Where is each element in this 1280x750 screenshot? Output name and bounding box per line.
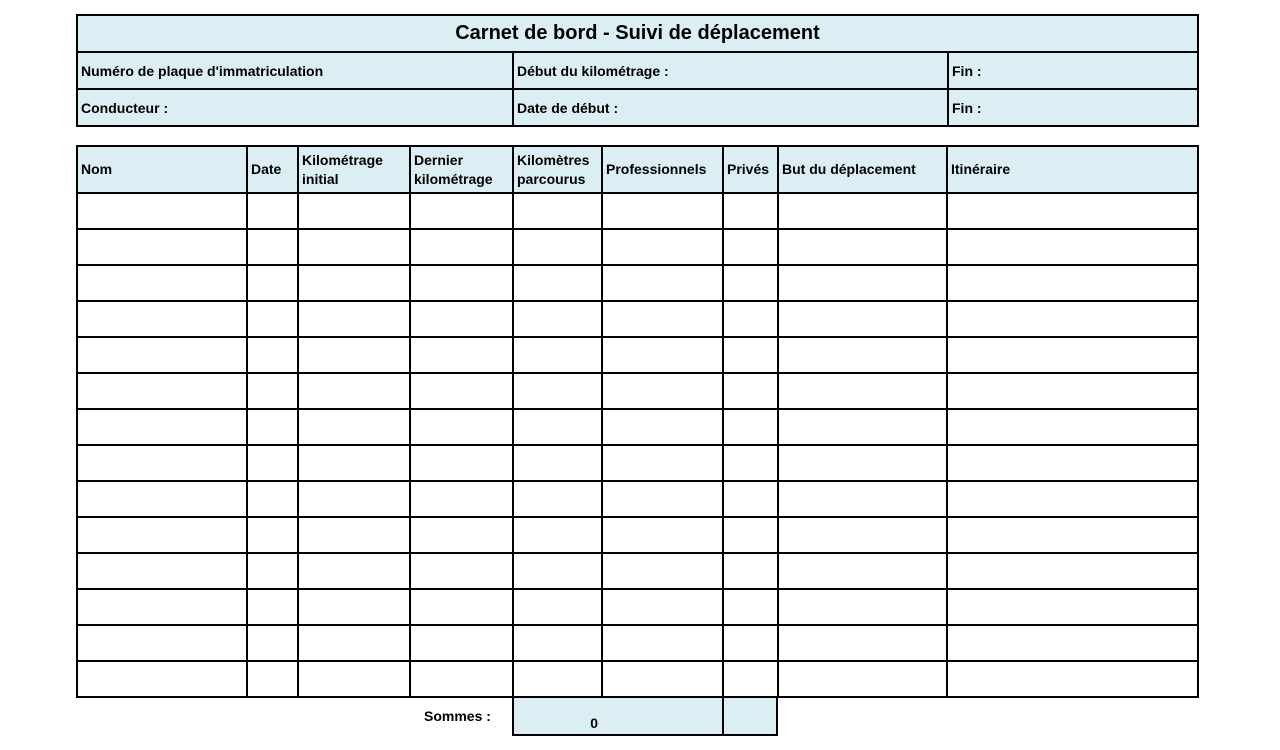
table-cell[interactable] <box>77 409 247 445</box>
table-cell[interactable] <box>298 445 410 481</box>
table-cell[interactable] <box>723 445 778 481</box>
table-cell[interactable] <box>77 481 247 517</box>
table-cell[interactable] <box>723 229 778 265</box>
table-cell[interactable] <box>723 553 778 589</box>
table-row <box>77 229 1198 265</box>
table-cell[interactable] <box>602 517 723 553</box>
table-cell[interactable] <box>298 337 410 373</box>
table-cell[interactable] <box>723 301 778 337</box>
table-cell[interactable] <box>723 661 778 697</box>
table-cell[interactable] <box>602 661 723 697</box>
table-cell[interactable] <box>77 337 247 373</box>
table-cell[interactable] <box>298 517 410 553</box>
table-cell[interactable] <box>723 193 778 229</box>
table-cell[interactable] <box>247 481 298 517</box>
column-header-kilometres-parcourus: Kilomètres parcourus <box>513 146 602 193</box>
table-cell[interactable] <box>77 553 247 589</box>
column-header-itineraire: Itinéraire <box>947 146 1198 193</box>
table-cell[interactable] <box>723 265 778 301</box>
table-cell[interactable] <box>513 625 602 661</box>
table-cell[interactable] <box>410 409 513 445</box>
table-cell[interactable] <box>723 517 778 553</box>
table-cell[interactable] <box>298 553 410 589</box>
table-cell[interactable] <box>602 229 723 265</box>
table-row <box>77 265 1198 301</box>
table-cell[interactable] <box>947 445 1198 481</box>
table-cell[interactable] <box>298 373 410 409</box>
table-row <box>77 337 1198 373</box>
table-cell[interactable] <box>778 301 947 337</box>
table-cell[interactable] <box>247 373 298 409</box>
table-cell[interactable] <box>602 625 723 661</box>
table-cell[interactable] <box>247 301 298 337</box>
table-cell[interactable] <box>298 229 410 265</box>
table-cell[interactable] <box>77 193 247 229</box>
mileage-end-cell[interactable]: Fin : <box>948 52 1198 89</box>
table-cell[interactable] <box>410 625 513 661</box>
column-header-prives: Privés <box>723 146 778 193</box>
table-cell[interactable] <box>298 589 410 625</box>
table-cell[interactable] <box>602 553 723 589</box>
table-cell[interactable] <box>513 337 602 373</box>
table-cell[interactable] <box>602 409 723 445</box>
table-cell[interactable] <box>410 337 513 373</box>
table-cell[interactable] <box>247 625 298 661</box>
table-row <box>77 373 1198 409</box>
table-cell[interactable] <box>778 481 947 517</box>
table-cell[interactable] <box>247 229 298 265</box>
table-cell[interactable] <box>947 661 1198 697</box>
table-cell[interactable] <box>298 265 410 301</box>
table-cell[interactable] <box>247 337 298 373</box>
column-header-kilometrage-initial: Kilométrage initial <box>298 146 410 193</box>
table-row <box>77 301 1198 337</box>
table-cell[interactable] <box>602 445 723 481</box>
totals-label: Sommes : <box>424 708 491 724</box>
table-cell[interactable] <box>247 193 298 229</box>
table-cell[interactable] <box>947 589 1198 625</box>
table-cell[interactable] <box>778 553 947 589</box>
header-table <box>76 14 1199 127</box>
table-row <box>77 661 1198 697</box>
table-cell[interactable] <box>602 301 723 337</box>
table-cell[interactable] <box>778 661 947 697</box>
table-cell[interactable] <box>410 589 513 625</box>
table-cell[interactable] <box>723 373 778 409</box>
date-end-cell[interactable]: Fin : <box>948 89 1198 126</box>
table-cell[interactable] <box>947 337 1198 373</box>
table-cell[interactable] <box>77 229 247 265</box>
table-cell[interactable] <box>778 445 947 481</box>
table-cell[interactable] <box>410 373 513 409</box>
total-prives <box>722 698 778 736</box>
table-cell[interactable] <box>723 589 778 625</box>
driver-cell[interactable]: Conducteur : <box>77 89 513 126</box>
table-cell[interactable] <box>513 589 602 625</box>
table-cell[interactable] <box>947 373 1198 409</box>
table-cell[interactable] <box>513 193 602 229</box>
table-cell[interactable] <box>77 517 247 553</box>
totals-row <box>76 698 1197 736</box>
table-cell[interactable] <box>410 661 513 697</box>
table-cell[interactable] <box>247 409 298 445</box>
table-cell[interactable] <box>77 661 247 697</box>
table-row <box>77 445 1198 481</box>
column-header-dernier-kilometrage: Dernier kilométrage <box>410 146 513 193</box>
table-cell[interactable] <box>602 589 723 625</box>
table-row <box>77 409 1198 445</box>
table-cell[interactable] <box>602 373 723 409</box>
table-cell[interactable] <box>410 301 513 337</box>
page-title: Carnet de bord - Suivi de déplacement <box>77 15 1198 52</box>
table-cell[interactable] <box>410 553 513 589</box>
table-cell[interactable] <box>247 265 298 301</box>
table-cell[interactable] <box>602 193 723 229</box>
table-cell[interactable] <box>513 373 602 409</box>
table-cell[interactable] <box>723 409 778 445</box>
date-start-cell[interactable]: Date de début : <box>513 89 948 126</box>
table-cell[interactable] <box>410 265 513 301</box>
table-cell[interactable] <box>410 229 513 265</box>
table-cell[interactable] <box>298 661 410 697</box>
table-cell[interactable] <box>723 337 778 373</box>
table-cell[interactable] <box>778 625 947 661</box>
table-cell[interactable] <box>513 229 602 265</box>
table-row <box>77 589 1198 625</box>
table-cell[interactable] <box>513 445 602 481</box>
table-cell[interactable] <box>947 265 1198 301</box>
table-cell[interactable] <box>513 301 602 337</box>
table-cell[interactable] <box>947 301 1198 337</box>
table-cell[interactable] <box>247 589 298 625</box>
column-header-professionnels: Professionnels <box>602 146 723 193</box>
column-header-date: Date <box>247 146 298 193</box>
table-cell[interactable] <box>298 409 410 445</box>
table-cell[interactable] <box>77 301 247 337</box>
table-cell[interactable] <box>410 481 513 517</box>
table-cell[interactable] <box>947 193 1198 229</box>
trip-log-body <box>77 193 1198 697</box>
table-cell[interactable] <box>513 265 602 301</box>
table-cell[interactable] <box>778 589 947 625</box>
trip-log-table <box>76 145 1199 698</box>
table-cell[interactable] <box>778 265 947 301</box>
table-cell[interactable] <box>778 517 947 553</box>
table-cell[interactable] <box>77 589 247 625</box>
table-row <box>77 193 1198 229</box>
plate-number-cell[interactable]: Numéro de plaque d'immatriculation <box>77 52 513 89</box>
column-header-row <box>77 146 1198 193</box>
table-cell[interactable] <box>778 193 947 229</box>
table-cell[interactable] <box>947 409 1198 445</box>
table-row <box>77 553 1198 589</box>
table-cell[interactable] <box>947 229 1198 265</box>
table-cell[interactable] <box>778 373 947 409</box>
logbook-sheet <box>76 14 1197 731</box>
table-cell[interactable] <box>602 481 723 517</box>
table-cell[interactable] <box>723 625 778 661</box>
table-cell[interactable] <box>602 337 723 373</box>
table-cell[interactable] <box>247 517 298 553</box>
table-cell[interactable] <box>723 481 778 517</box>
table-cell[interactable] <box>513 661 602 697</box>
table-cell[interactable] <box>247 445 298 481</box>
table-row <box>77 625 1198 661</box>
total-professionnels <box>601 698 724 736</box>
table-cell[interactable] <box>410 193 513 229</box>
column-header-but-du-deplacement: But du déplacement <box>778 146 947 193</box>
table-cell[interactable] <box>947 625 1198 661</box>
table-cell[interactable] <box>947 553 1198 589</box>
table-cell[interactable] <box>247 661 298 697</box>
table-cell[interactable] <box>778 337 947 373</box>
table-cell[interactable] <box>947 517 1198 553</box>
table-cell[interactable] <box>77 625 247 661</box>
table-cell[interactable] <box>513 481 602 517</box>
table-cell[interactable] <box>410 445 513 481</box>
table-cell[interactable] <box>77 445 247 481</box>
table-cell[interactable] <box>410 517 513 553</box>
table-cell[interactable] <box>77 265 247 301</box>
table-cell[interactable] <box>247 553 298 589</box>
table-cell[interactable] <box>513 409 602 445</box>
column-header-nom: Nom <box>77 146 247 193</box>
table-cell[interactable] <box>298 301 410 337</box>
total-kilometres-parcourus: 0 <box>512 698 603 736</box>
table-cell[interactable] <box>778 229 947 265</box>
table-cell[interactable] <box>298 625 410 661</box>
table-row <box>77 481 1198 517</box>
table-cell[interactable] <box>602 265 723 301</box>
table-cell[interactable] <box>513 553 602 589</box>
table-cell[interactable] <box>513 517 602 553</box>
table-cell[interactable] <box>947 481 1198 517</box>
table-cell[interactable] <box>778 409 947 445</box>
table-row <box>77 517 1198 553</box>
table-cell[interactable] <box>298 193 410 229</box>
mileage-start-cell[interactable]: Début du kilométrage : <box>513 52 948 89</box>
table-cell[interactable] <box>77 373 247 409</box>
table-cell[interactable] <box>298 481 410 517</box>
